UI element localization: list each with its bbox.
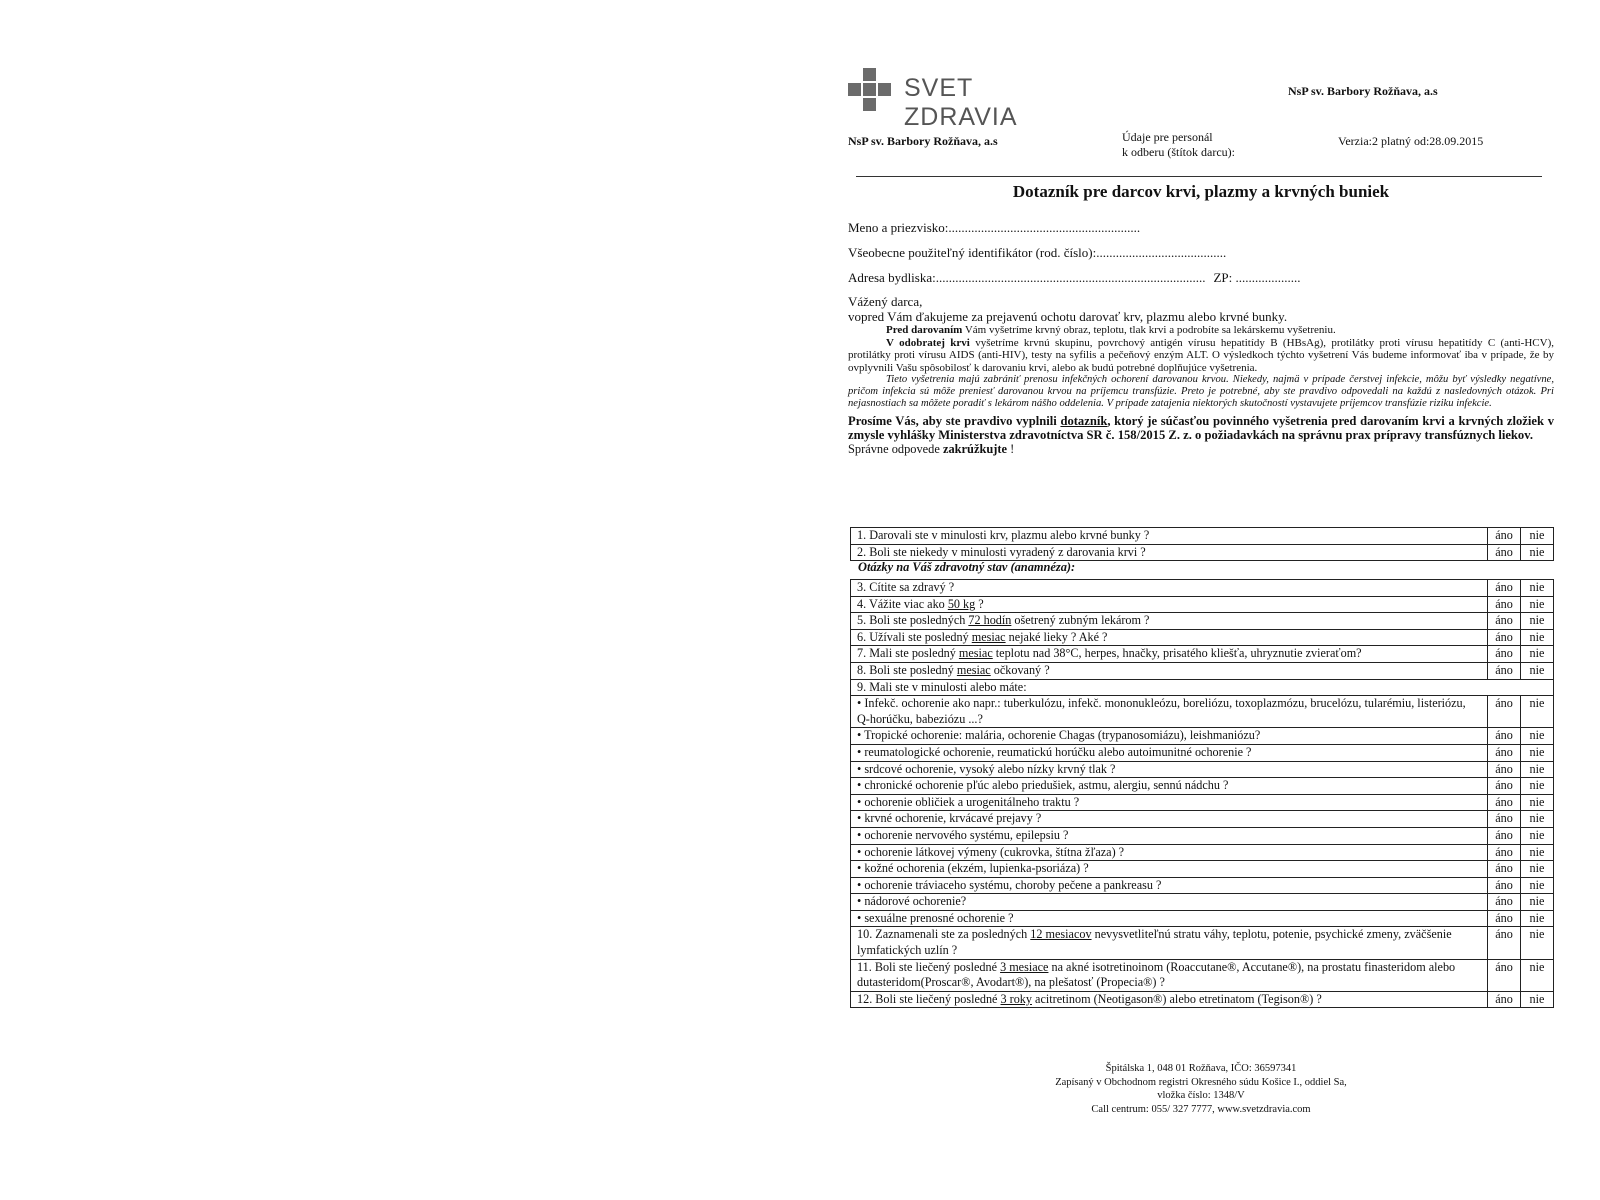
question-9-item: • sexuálne prenosné ochorenie ? — [851, 910, 1488, 927]
answer-yes[interactable]: áno — [1488, 827, 1521, 844]
answer-no[interactable]: nie — [1521, 544, 1554, 561]
table-row — [851, 877, 1554, 894]
question-9-item: • srdcové ochorenie, vysoký alebo nízky krvný tlak ? — [851, 761, 1488, 778]
circle-instruction: Správne odpovede zakrúžkujte ! — [848, 441, 1015, 456]
answer-yes[interactable]: áno — [1488, 662, 1521, 679]
question-9-item: • krvné ochorenie, krvácavé prejavy ? — [851, 811, 1488, 828]
form-page — [848, 60, 1554, 1160]
answer-no[interactable]: nie — [1521, 596, 1554, 613]
table-row — [851, 991, 1554, 1008]
table-row — [851, 778, 1554, 795]
answer-no[interactable]: nie — [1521, 613, 1554, 630]
table-row — [851, 662, 1554, 679]
section-heading: Otázky na Váš zdravotný stav (anamnéza): — [858, 560, 1076, 574]
address-field[interactable] — [848, 270, 1301, 286]
answer-no[interactable]: nie — [1521, 761, 1554, 778]
question-8: 8. Boli ste posledný mesiac očkovaný ? — [851, 662, 1488, 679]
answer-yes[interactable]: áno — [1488, 894, 1521, 911]
answer-no[interactable]: nie — [1521, 959, 1554, 991]
answer-yes[interactable]: áno — [1488, 596, 1521, 613]
question-9-item: • nádorové ochorenie? — [851, 894, 1488, 911]
question-1: 1. Darovali ste v minulosti krv, plazmu alebo krvné bunky ? — [851, 528, 1488, 545]
question-9-item: • chronické ochorenie pľúc alebo priedušiek, astmu, alergiu, sennú nádchu ? — [851, 778, 1488, 795]
answer-no[interactable]: nie — [1521, 646, 1554, 663]
question-9-item: • reumatologické ochorenie, reumatickú horúčku alebo autoimunitné ochorenie ? — [851, 744, 1488, 761]
answer-yes[interactable]: áno — [1488, 811, 1521, 828]
table-row — [851, 894, 1554, 911]
paragraph-blood-tests: V odobratej krvi vyšetríme krvnú skupinu, povrchový antigén vírusu hepatitídy B (HBsAg), protilátky proti vírusu hepatitídy C (anti-HCV), protilátky proti vírusu AIDS (anti-HIV), testy na syfilis a pečeňový enzým ALT. O výsledkoch týchto vyšetrení Vás budeme informovať iba v prípade, že by ovplyvnili Vašu spôsobilosť k darovaniu krvi, alebo ak budú potrebné doplňujúce vyšetrenia. — [848, 336, 1554, 374]
table-row — [851, 696, 1554, 728]
answer-no[interactable]: nie — [1521, 844, 1554, 861]
answer-no[interactable]: nie — [1521, 811, 1554, 828]
answer-yes[interactable]: áno — [1488, 544, 1521, 561]
org-name-left: NsP sv. Barbory Rožňava, a.s — [848, 134, 998, 148]
answer-no[interactable]: nie — [1521, 861, 1554, 878]
answer-yes[interactable]: áno — [1488, 910, 1521, 927]
question-9-item: • ochorenie nervového systému, epilepsiu ? — [851, 827, 1488, 844]
footer-insert-number: vložka číslo: 1348/V — [1157, 1090, 1245, 1101]
table-row — [851, 528, 1554, 545]
answer-yes[interactable]: áno — [1488, 528, 1521, 545]
question-9: 9. Mali ste v minulosti alebo máte: — [851, 679, 1554, 696]
answer-yes[interactable]: áno — [1488, 877, 1521, 894]
answer-yes[interactable]: áno — [1488, 613, 1521, 630]
question-2: 2. Boli ste niekedy v minulosti vyradený z darovania krvi ? — [851, 544, 1488, 561]
question-9-item: • Infekč. ochorenie ako napr.: tuberkulózu, infekč. mononukleózu, boreliózu, toxoplazmózu, brucelózu, tularémiu, listeriózu, Q-horúčku, babeziózu ...? — [851, 696, 1488, 728]
header-divider — [856, 176, 1542, 177]
answer-yes[interactable]: áno — [1488, 761, 1521, 778]
question-11: 11. Boli ste liečený posledné 3 mesiace na akné isotretinoinom (Roaccutane®, Accutane®), na prostatu finasteridom alebo dutasteridom(Proscar®, Avodart®), na plešatosť (Propecia®) ? — [851, 959, 1488, 991]
table-row — [851, 679, 1554, 696]
answer-no[interactable]: nie — [1521, 827, 1554, 844]
answer-yes[interactable]: áno — [1488, 778, 1521, 795]
table-row — [851, 811, 1554, 828]
questions-table-health — [850, 579, 1554, 1008]
staff-label: Údaje pre personál k odberu (štítok darcu): — [1122, 130, 1235, 159]
answer-no[interactable]: nie — [1521, 580, 1554, 597]
cross-logo-icon — [848, 68, 892, 112]
answer-yes[interactable]: áno — [1488, 696, 1521, 728]
question-3: 3. Cítite sa zdravý ? — [851, 580, 1488, 597]
table-row — [851, 794, 1554, 811]
table-row — [851, 580, 1554, 597]
answer-yes[interactable]: áno — [1488, 728, 1521, 745]
greeting: Vážený darca, — [848, 294, 923, 309]
answer-no[interactable]: nie — [1521, 910, 1554, 927]
answer-no[interactable]: nie — [1521, 894, 1554, 911]
question-9-item: • kožné ochorenia (ekzém, lupienka-psoriáza) ? — [851, 861, 1488, 878]
version-info: Verzia:2 platný od:28.09.2015 — [1338, 134, 1484, 148]
answer-no[interactable]: nie — [1521, 877, 1554, 894]
table-row — [851, 613, 1554, 630]
answer-yes[interactable]: áno — [1488, 646, 1521, 663]
table-row — [851, 544, 1554, 561]
question-6: 6. Užívali ste posledný mesiac nejaké lieky ? Aké ? — [851, 629, 1488, 646]
answer-yes[interactable]: áno — [1488, 580, 1521, 597]
question-9-item: • ochorenie tráviaceho systému, choroby pečene a pankreasu ? — [851, 877, 1488, 894]
name-field[interactable]: Meno a priezvisko:........................................................... — [848, 220, 1141, 235]
answer-yes[interactable]: áno — [1488, 629, 1521, 646]
footer-call-centre: Call centrum: 055/ 327 7777, www.svetzdravia.com — [1091, 1103, 1311, 1115]
footer — [848, 1062, 1554, 1116]
answer-no[interactable]: nie — [1521, 927, 1554, 959]
address-label: Adresa bydliska:................................................................................... — [848, 270, 1206, 285]
table-row — [851, 827, 1554, 844]
answer-no[interactable]: nie — [1521, 778, 1554, 795]
table-row — [851, 646, 1554, 663]
zp-field[interactable]: ZP: .................... — [1213, 270, 1301, 285]
svet-zdravia-logo — [848, 68, 1088, 131]
paragraph-request: Prosíme Vás, aby ste pravdivo vyplnili dotazník, ktorý je súčasťou povinného vyšetrenia pred darovaním krvi a krvných zložiek v zmysle vyhlášky Ministerstva zdravotníctva SR č. 158/2015 Z. z. o požiadavkách na správnu prax prípravy transfúznych liekov. — [848, 413, 1554, 442]
answer-yes[interactable]: áno — [1488, 844, 1521, 861]
table-row — [851, 596, 1554, 613]
footer-registry: Zapísaný v Obchodnom registri Okresného súdu Košice I., oddiel Sa, — [1055, 1076, 1347, 1088]
answer-yes[interactable]: áno — [1488, 991, 1521, 1008]
questions-table-general — [850, 527, 1554, 561]
paragraph-infection-warning: Tieto vyšetrenia majú zabrániť prenosu infekčných ochorení darovanou krvou. Niekedy, najmä v prípade čerstvej infekcie, môžu byť výsledky negatívne, pričom infekcia sú môže preniesť darovanou krvou na príjemcu transfúzie. Preto je potrebné, aby ste pravdivo odpovedali na každú z nasledovných otázok. Pri nejasnostiach sa môžete poradiť s lekárom nášho oddelenia. V prípade zatajenia niektorých skutočností vystavujete príjemcov transfúzie riziku infekcie. — [848, 374, 1554, 410]
answer-no[interactable]: nie — [1521, 728, 1554, 745]
footer-address: Špitálska 1, 048 01 Rožňava, IČO: 36597341 — [1105, 1063, 1297, 1074]
question-9-item: • ochorenie látkovej výmeny (cukrovka, štítna žľaza) ? — [851, 844, 1488, 861]
answer-no[interactable]: nie — [1521, 528, 1554, 545]
question-10: 10. Zaznamenali ste za posledných 12 mesiacov nevysvetliteľnú stratu váhy, teplotu, potenie, psychické zmeny, zväčšenie lymfatických uzlín ? — [851, 927, 1488, 959]
question-9-item: • Tropické ochorenie: malária, ochorenie Chagas (trypanosomiázu), leishmaniózu? — [851, 728, 1488, 745]
table-row — [851, 728, 1554, 745]
paragraph-before-donation: Pred darovaním Vám vyšetríme krvný obraz, teplotu, tlak krvi a podrobíte sa lekárskemu vyšetreniu. — [886, 324, 1336, 336]
table-row — [851, 927, 1554, 959]
answer-yes[interactable]: áno — [1488, 959, 1521, 991]
table-row — [851, 910, 1554, 927]
answer-no[interactable]: nie — [1521, 629, 1554, 646]
question-5: 5. Boli ste posledných 72 hodín ošetrený zubným lekárom ? — [851, 613, 1488, 630]
answer-yes[interactable]: áno — [1488, 794, 1521, 811]
answer-no[interactable]: nie — [1521, 991, 1554, 1008]
table-row — [851, 959, 1554, 991]
answer-no[interactable]: nie — [1521, 696, 1554, 728]
logo-text: SVET ZDRAVIA — [904, 74, 1018, 131]
table-row — [851, 861, 1554, 878]
answer-no[interactable]: nie — [1521, 662, 1554, 679]
question-12: 12. Boli ste liečený posledné 3 roky acitretinom (Neotigason®) alebo etretinatom (Tegison®) ? — [851, 991, 1488, 1008]
org-name-right: NsP sv. Barbory Rožňava, a.s — [1288, 84, 1438, 98]
table-row — [851, 629, 1554, 646]
question-4: 4. Vážite viac ako 50 kg ? — [851, 596, 1488, 613]
question-9-item: • ochorenie obličiek a urogenitálneho traktu ? — [851, 794, 1488, 811]
table-row — [851, 744, 1554, 761]
thanks: vopred Vám ďakujeme za prejavenú ochotu darovať krv, plazmu alebo krvné bunky. — [848, 309, 1288, 324]
form-title: Dotazník pre darcov krvi, plazmy a krvných buniek — [1012, 182, 1390, 201]
intro-text — [848, 294, 1554, 456]
answer-no[interactable]: nie — [1521, 794, 1554, 811]
table-row — [851, 844, 1554, 861]
identifier-field[interactable]: Všeobecne použiteľný identifikátor (rod. číslo):........................................ — [848, 245, 1227, 260]
answer-yes[interactable]: áno — [1488, 927, 1521, 959]
question-7: 7. Mali ste posledný mesiac teplotu nad 38°C, herpes, hnačky, prisatého kliešťa, uhryznutie zvieraťom? — [851, 646, 1488, 663]
answer-no[interactable]: nie — [1521, 744, 1554, 761]
answer-yes[interactable]: áno — [1488, 744, 1521, 761]
table-row — [851, 761, 1554, 778]
answer-yes[interactable]: áno — [1488, 861, 1521, 878]
